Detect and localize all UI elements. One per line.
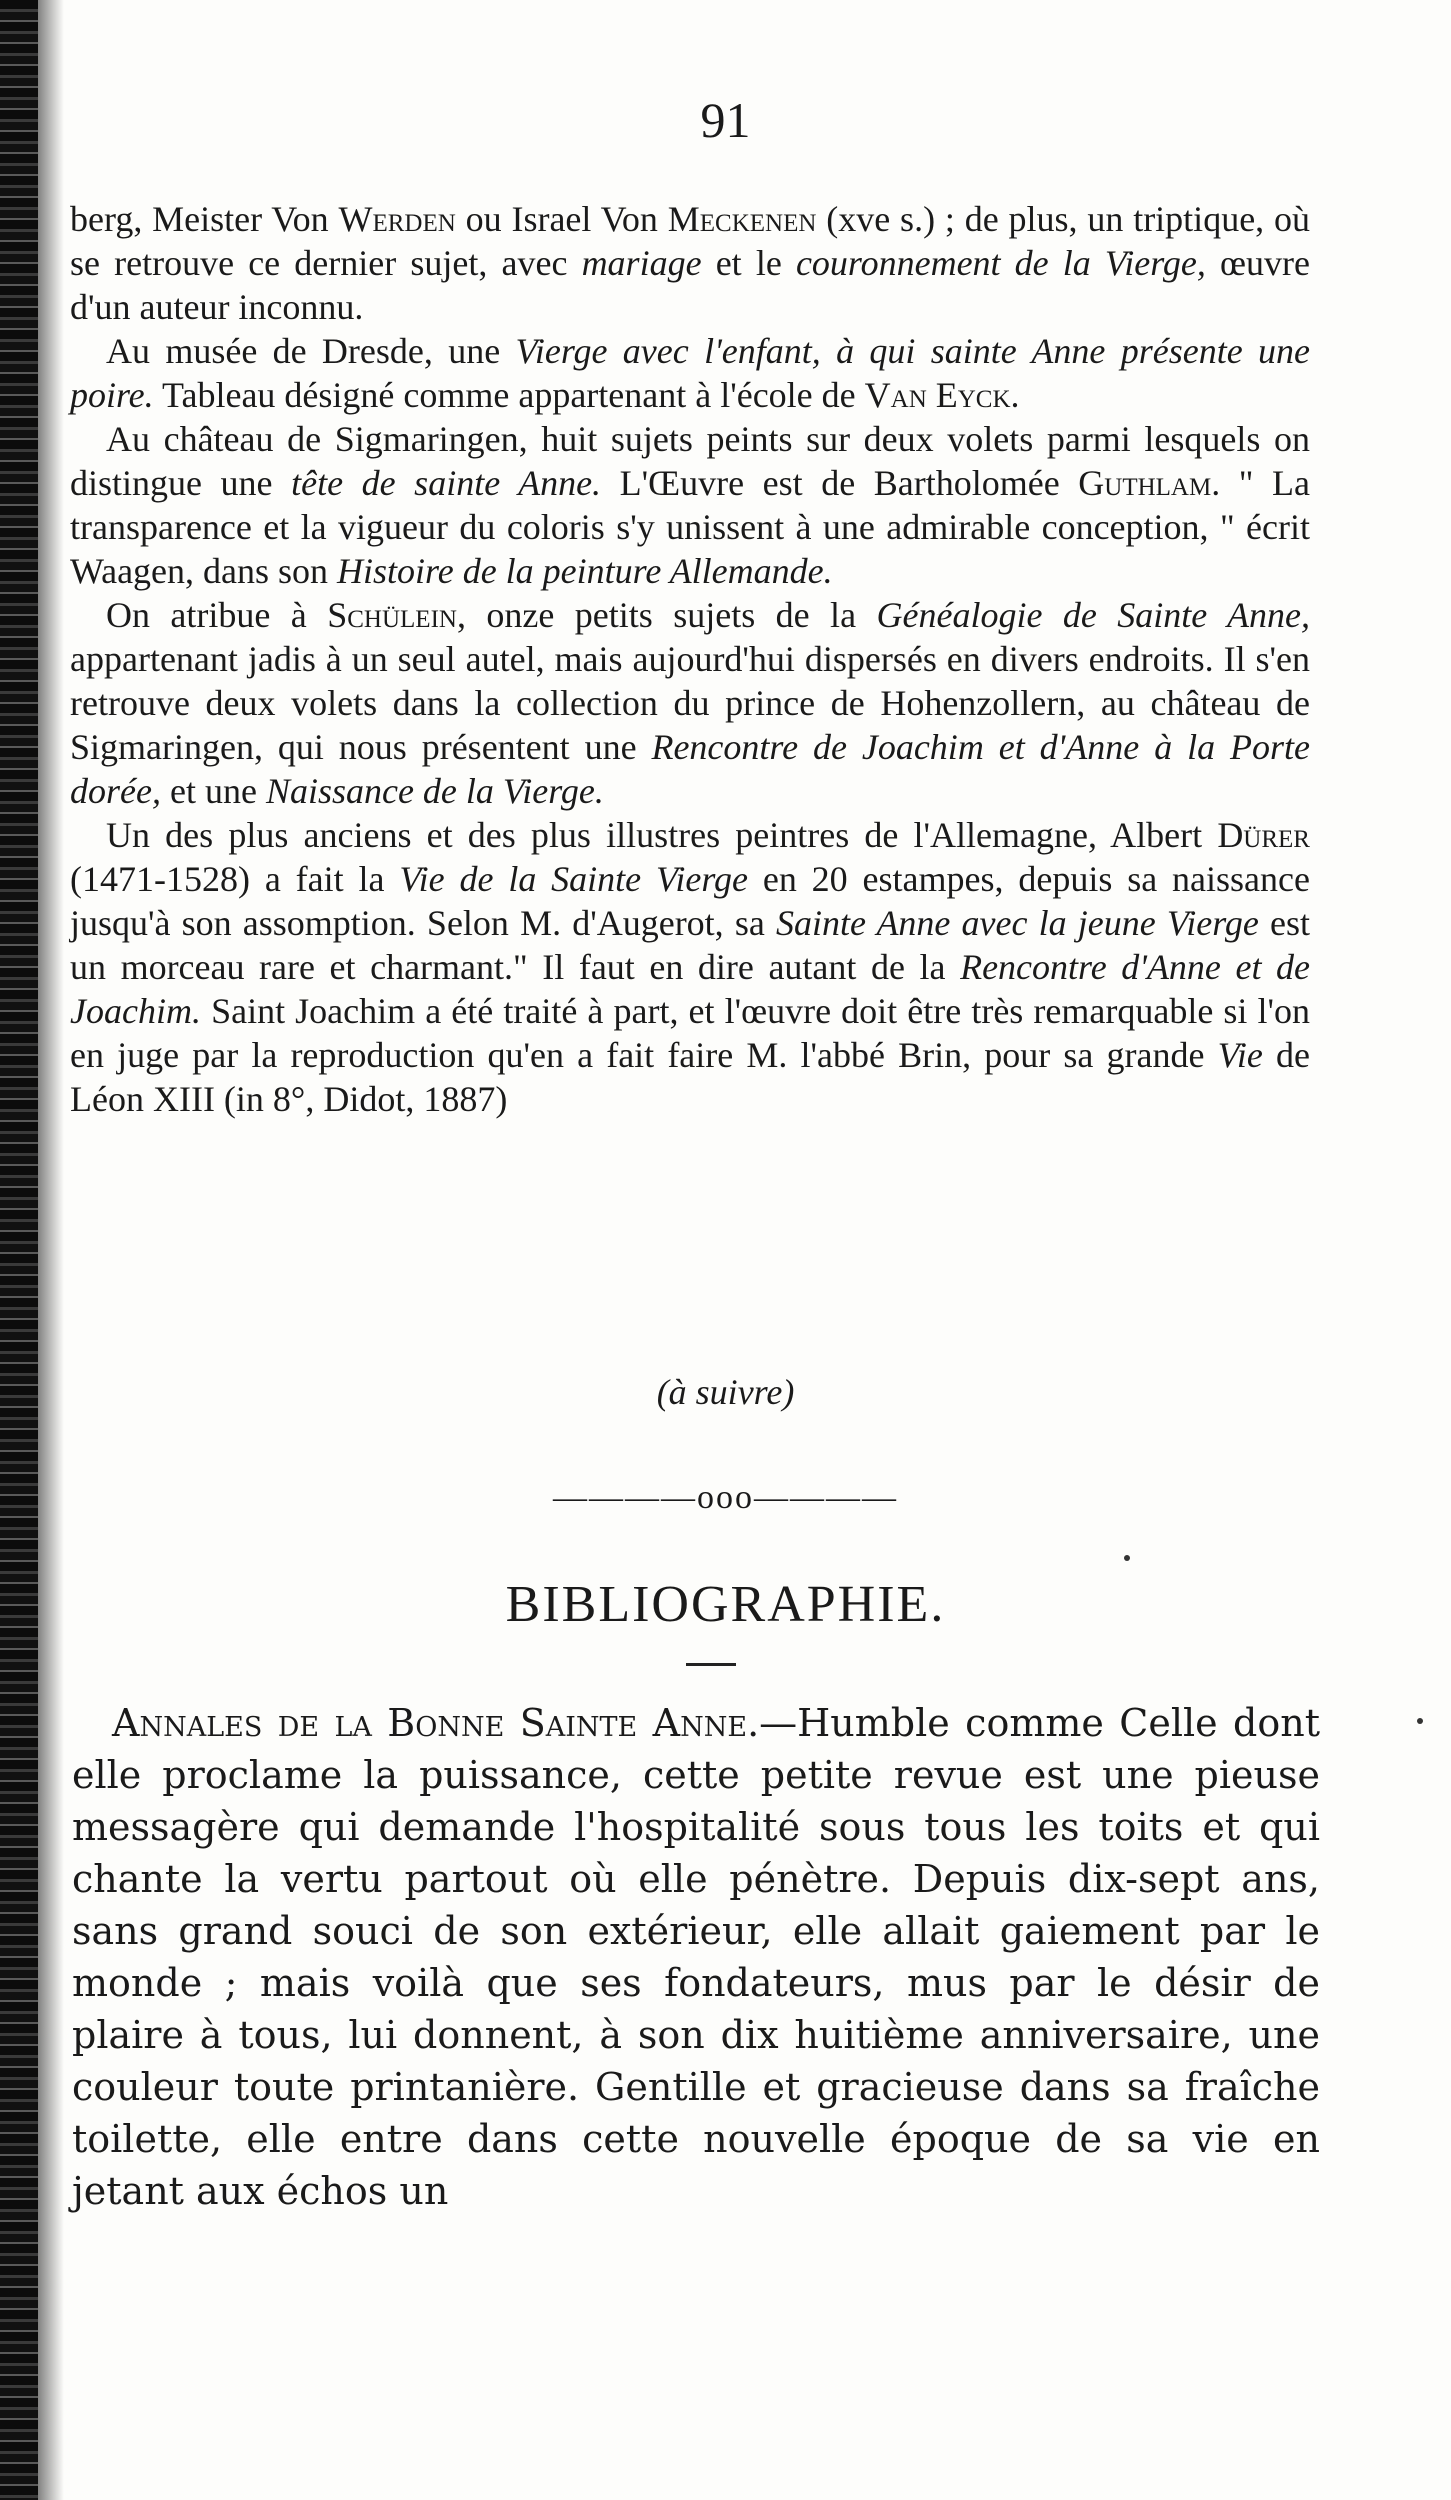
title-rule (686, 1663, 736, 1666)
artwork-title: Naissance de la Vierge. (265, 771, 604, 811)
binding-edge-gradient (38, 0, 64, 2500)
paragraph-1: berg, Meister Von Werden ou Israel Von Meckenen (xve s.) ; de plus, un triptique, où se retrouve ce dernier sujet, avec mariage et le couronnement de la Vierge, œuvre d'un auteur inconnu. (70, 199, 1310, 327)
review-heading: Annales de la Bonne Sainte Anne. (112, 1701, 760, 1745)
artwork-title: tête de sainte Anne. (291, 463, 602, 503)
artwork-title: Vierge avec l'enfant, à qui sainte Anne présente une poire. (70, 331, 1310, 415)
paragraph-4: On atribue à Schülein, onze petits sujets de la Généalogie de Sainte Anne, appartenant jadis à un seul autel, mais aujourd'hui dispersés en divers endroits. Il s'en retrouve deux volets dans la collection du prince de Hohenzollern, au château de Sigmaringen, qui nous présentent une Rencontre de Joachim et d'Anne à la Porte dorée, et une Naissance de la Vierge. (70, 595, 1310, 811)
book-binding-shadow (0, 0, 38, 2500)
artist-name: Guthlam. (1078, 463, 1221, 503)
artwork-title: Rencontre de Joachim et d'Anne à la Porte dorée, (70, 727, 1310, 811)
artist-name: Dürer (1217, 815, 1310, 855)
book-title: Histoire de la peinture Allemande. (337, 551, 833, 591)
artwork-title: couronnement de la Vierge, (795, 243, 1206, 283)
review-text: —Humble comme Celle dont elle proclame la puissance, cette petite revue est une pieuse messagère qui demande l'hospitalité sous tous les toits et qui chante la vertu partout où elle pénètre. Depuis dix-sept ans, sans grand souci de son extérieur, elle allait gaiement par le monde ; mais voilà que ses fondateurs, mus par le désir de plaire à tous, lui donnent, à son dix huitième anniversaire, une couleur toute printanière. Gentille et gracieuse dans sa fraîche toilette, elle entre dans cette nouvelle époque de sa vie en jetant aux échos un (72, 1701, 1320, 2213)
upper-text-block (70, 197, 1310, 1121)
artist-name: Van Eyck. (864, 375, 1020, 415)
page-number: 91 (700, 92, 751, 148)
artwork-title: Rencontre d'Anne et de Joachim. (70, 947, 1311, 1031)
artwork-title: Sainte Anne avec la jeune Vierge (775, 903, 1259, 943)
book-title: Vie (1217, 1035, 1263, 1075)
paragraph-2: Au musée de Dresde, une Vierge avec l'enfant, à qui sainte Anne présente une poire. Tableau désigné comme appartenant à l'école de Van Eyck. (70, 331, 1310, 415)
artwork-title: Généalogie de Sainte Anne, (876, 595, 1310, 635)
artist-name: Werden (338, 199, 456, 239)
to-be-continued: (à suivre) (656, 1372, 795, 1412)
artist-name: Meckenen (667, 199, 817, 239)
section-separator: ————ooo———— (553, 1479, 898, 1516)
review-paragraph (72, 1697, 1320, 2217)
print-speck (1124, 1555, 1130, 1561)
section-title: BIBLIOGRAPHIE. (505, 1576, 946, 1633)
print-speck (1417, 1718, 1423, 1724)
lower-text-block (72, 1697, 1320, 2217)
paragraph-5: Un des plus anciens et des plus illustres peintres de l'Allemagne, Albert Dürer (1471-1528) a fait la Vie de la Sainte Vierge en 20 estampes, depuis sa naissance jusqu'à son assomption. Selon M. d'Augerot, sa Sainte Anne avec la jeune Vierge est un morceau rare et charmant." Il faut en dire autant de la Rencontre d'Anne et de Joachim. Saint Joachim a été traité à part, et l'œuvre doit être très remarquable si l'on en juge par la reproduction qu'en a fait faire M. l'abbé Brin, pour sa grande Vie de Léon XIII (in 8°, Didot, 1887) (70, 815, 1311, 1119)
artwork-title: mariage (581, 243, 702, 283)
paragraph-3: Au château de Sigmaringen, huit sujets peints sur deux volets parmi lesquels on distingue une tête de sainte Anne. L'Œuvre est de Bartholomée Guthlam. " La transparence et la vigueur du coloris s'y unissent à une admirable conception, " écrit Waagen, dans son Histoire de la peinture Allemande. (70, 419, 1310, 591)
artwork-title: Vie de la Sainte Vierge (399, 859, 748, 899)
artist-name: Schülein (327, 595, 457, 635)
